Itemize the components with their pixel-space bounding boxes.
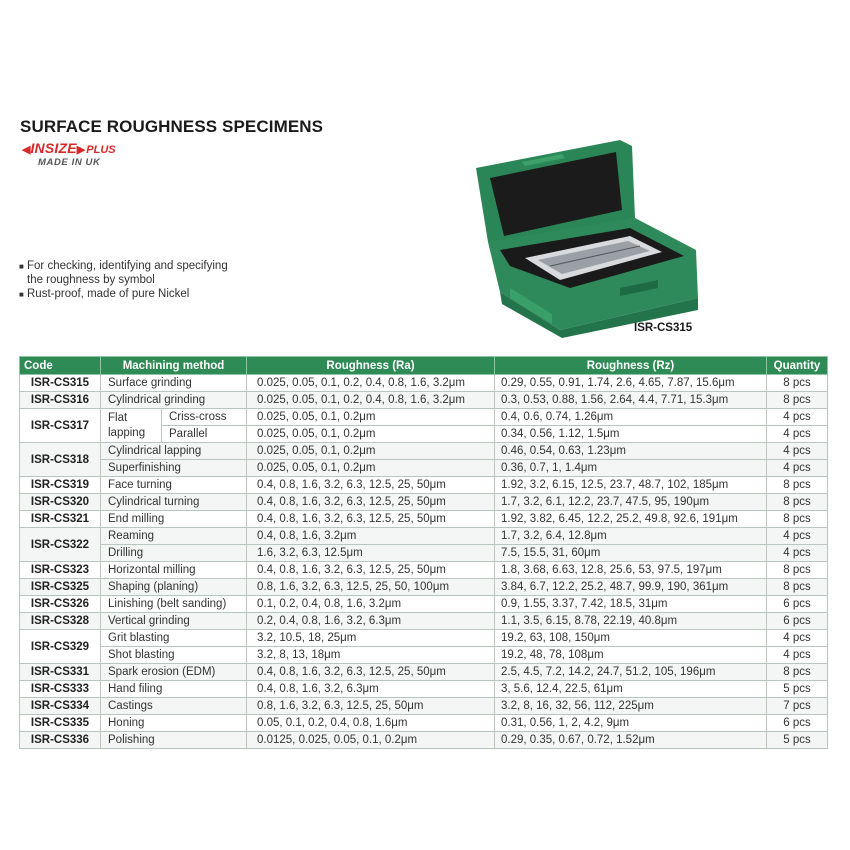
quantity-cell: 8 pcs [767,579,828,596]
feature-list [19,260,228,302]
rz-cell: 0.9, 1.55, 3.37, 7.42, 18.5, 31μm [495,596,767,613]
rz-cell: 3.2, 8, 16, 32, 56, 112, 225μm [495,698,767,715]
rz-cell: 0.3, 0.53, 0.88, 1.56, 2.64, 4.4, 7.71, 15.3μm [495,392,767,409]
rz-cell: 3.84, 6.7, 12.2, 25.2, 48.7, 99.9, 190, 361μm [495,579,767,596]
quantity-cell: 8 pcs [767,562,828,579]
table-row [20,375,828,392]
rz-cell: 0.36, 0.7, 1, 1.4μm [495,460,767,477]
ra-cell: 0.4, 0.8, 1.6, 3.2, 6.3, 12.5, 25, 50μm [247,664,495,681]
column-header-method: Machining method [101,357,247,375]
table-row [20,528,828,545]
code-cell: ISR-CS325 [20,579,101,596]
rz-cell: 0.46, 0.54, 0.63, 1.23μm [495,443,767,460]
method-cell: Vertical grinding [101,613,247,630]
table-row [20,460,828,477]
ra-cell: 0.0125, 0.025, 0.05, 0.1, 0.2μm [247,732,495,749]
table-row [20,562,828,579]
code-cell: ISR-CS315 [20,375,101,392]
method-cell: Cylindrical turning [101,494,247,511]
method-cell: Surface grinding [101,375,247,392]
method-cell: Cylindrical lapping [101,443,247,460]
bullet-icon: ■ [19,262,24,271]
code-cell: ISR-CS321 [20,511,101,528]
method-cell: Reaming [101,528,247,545]
ra-cell: 0.05, 0.1, 0.2, 0.4, 0.8, 1.6μm [247,715,495,732]
column-header-code: Code [20,357,101,375]
bullet-icon: ■ [19,289,24,299]
rz-cell: 3, 5.6, 12.4, 22.5, 61μm [495,681,767,698]
sub-method-cell: Parallel [162,426,247,443]
table-row [20,494,828,511]
code-cell: ISR-CS329 [20,630,101,664]
method-cell: Horizontal milling [101,562,247,579]
method-cell: Polishing [101,732,247,749]
table-row [20,732,828,749]
column-header-ra: Roughness (Ra) [247,357,495,375]
method-cell: Drilling [101,545,247,562]
ra-cell: 0.025, 0.05, 0.1, 0.2μm [247,443,495,460]
method-cell: Face turning [101,477,247,494]
code-cell: ISR-CS333 [20,681,101,698]
code-cell: ISR-CS320 [20,494,101,511]
sub-method-cell: Criss-cross [162,409,247,426]
code-cell: ISR-CS316 [20,392,101,409]
quantity-cell: 6 pcs [767,613,828,630]
page-title: SURFACE ROUGHNESS SPECIMENS [20,117,324,136]
table-row [20,511,828,528]
table-row [20,579,828,596]
feature-line: Rust-proof, made of pure Nickel [27,287,190,300]
code-cell: ISR-CS319 [20,477,101,494]
quantity-cell: 4 pcs [767,528,828,545]
ra-cell: 0.025, 0.05, 0.1, 0.2μm [247,426,495,443]
ra-cell: 0.025, 0.05, 0.1, 0.2, 0.4, 0.8, 1.6, 3.2μm [247,392,495,409]
rz-cell: 19.2, 48, 78, 108μm [495,647,767,664]
ra-cell: 0.4, 0.8, 1.6, 3.2, 6.3, 12.5, 25, 50μm [247,477,495,494]
code-cell: ISR-CS335 [20,715,101,732]
quantity-cell: 6 pcs [767,596,828,613]
method-cell: Grit blasting [101,630,247,647]
rz-cell: 1.7, 3.2, 6.4, 12.8μm [495,528,767,545]
code-cell: ISR-CS323 [20,562,101,579]
ra-cell: 0.025, 0.05, 0.1, 0.2, 0.4, 0.8, 1.6, 3.2μm [247,375,495,392]
rz-cell: 0.34, 0.56, 1.12, 1.5μm [495,426,767,443]
rz-cell: 19.2, 63, 108, 150μm [495,630,767,647]
ra-cell: 3.2, 8, 13, 18μm [247,647,495,664]
quantity-cell: 4 pcs [767,460,828,477]
table-row [20,596,828,613]
quantity-cell: 5 pcs [767,732,828,749]
method-cell: Shot blasting [101,647,247,664]
ra-cell: 0.4, 0.8, 1.6, 3.2, 6.3μm [247,681,495,698]
brand-suffix: PLUS [86,144,116,156]
ra-cell: 0.8, 1.6, 3.2, 6.3, 12.5, 25, 50, 100μm [247,579,495,596]
rz-cell: 1.1, 3.5, 6.15, 8.78, 22.19, 40.8μm [495,613,767,630]
ra-cell: 0.4, 0.8, 1.6, 3.2, 6.3, 12.5, 25, 50μm [247,511,495,528]
code-cell: ISR-CS334 [20,698,101,715]
code-cell: ISR-CS328 [20,613,101,630]
code-cell: ISR-CS336 [20,732,101,749]
right-arrow-icon: ▶ [76,144,86,156]
rz-cell: 7.5, 15.5, 31, 60μm [495,545,767,562]
table-row [20,715,828,732]
feature-line: For checking, identifying and specifying [27,260,228,272]
method-cell: Hand filing [101,681,247,698]
brand-logo [22,140,116,156]
ra-cell: 0.1, 0.2, 0.4, 0.8, 1.6, 3.2μm [247,596,495,613]
rz-cell: 1.92, 3.2, 6.15, 12.5, 23.7, 48.7, 102, 185μm [495,477,767,494]
quantity-cell: 8 pcs [767,375,828,392]
table-row [20,409,828,426]
table-row [20,698,828,715]
specimen-table [19,356,828,749]
brand-name: INSIZE [30,140,77,156]
product-case-image [470,138,700,338]
quantity-cell: 8 pcs [767,494,828,511]
ra-cell: 3.2, 10.5, 18, 25μm [247,630,495,647]
rz-cell: 2.5, 4.5, 7.2, 14.2, 24.7, 51.2, 105, 196μm [495,664,767,681]
code-cell: ISR-CS317 [20,409,101,443]
table-row [20,664,828,681]
product-caption: ISR-CS315 [634,322,693,334]
rz-cell: 0.31, 0.56, 1, 2, 4.2, 9μm [495,715,767,732]
quantity-cell: 7 pcs [767,698,828,715]
quantity-cell: 4 pcs [767,647,828,664]
rz-cell: 1.92, 3.82, 6.45, 12.2, 25.2, 49.8, 92.6, 191μm [495,511,767,528]
table-header-row [20,357,828,375]
table-row [20,545,828,562]
quantity-cell: 8 pcs [767,477,828,494]
ra-cell: 0.2, 0.4, 0.8, 1.6, 3.2, 6.3μm [247,613,495,630]
quantity-cell: 6 pcs [767,715,828,732]
left-arrow-icon: ◀ [22,144,31,156]
code-cell: ISR-CS318 [20,443,101,477]
method-group-cell: Flat lapping [101,409,162,443]
table-row [20,477,828,494]
code-cell: ISR-CS331 [20,664,101,681]
method-cell: Spark erosion (EDM) [101,664,247,681]
quantity-cell: 4 pcs [767,426,828,443]
ra-cell: 0.4, 0.8, 1.6, 3.2, 6.3, 12.5, 25, 50μm [247,494,495,511]
feature-line: the roughness by symbol [27,274,155,286]
method-cell: Cylindrical grinding [101,392,247,409]
ra-cell: 0.025, 0.05, 0.1, 0.2μm [247,409,495,426]
ra-cell: 1.6, 3.2, 6.3, 12.5μm [247,545,495,562]
method-cell: End milling [101,511,247,528]
quantity-cell: 8 pcs [767,392,828,409]
rz-cell: 0.4, 0.6, 0.74, 1.26μm [495,409,767,426]
ra-cell: 0.8, 1.6, 3.2, 6.3, 12.5, 25, 50μm [247,698,495,715]
method-cell: Honing [101,715,247,732]
table-row [20,443,828,460]
method-cell: Superfinishing [101,460,247,477]
method-cell: Castings [101,698,247,715]
quantity-cell: 4 pcs [767,630,828,647]
quantity-cell: 8 pcs [767,664,828,681]
ra-cell: 0.025, 0.05, 0.1, 0.2μm [247,460,495,477]
rz-cell: 1.8, 3.68, 6.63, 12.8, 25.6, 53, 97.5, 197μm [495,562,767,579]
table-row [20,613,828,630]
code-cell: ISR-CS326 [20,596,101,613]
quantity-cell: 4 pcs [767,443,828,460]
made-in-label: MADE IN UK [38,157,101,168]
column-header-quantity: Quantity [767,357,828,375]
table-row [20,681,828,698]
quantity-cell: 5 pcs [767,681,828,698]
code-cell: ISR-CS322 [20,528,101,562]
quantity-cell: 4 pcs [767,409,828,426]
quantity-cell: 8 pcs [767,511,828,528]
quantity-cell: 4 pcs [767,545,828,562]
table-row [20,630,828,647]
column-header-rz: Roughness (Rz) [495,357,767,375]
method-cell: Linishing (belt sanding) [101,596,247,613]
rz-cell: 1.7, 3.2, 6.1, 12.2, 23.7, 47.5, 95, 190μm [495,494,767,511]
rz-cell: 0.29, 0.55, 0.91, 1.74, 2.6, 4.65, 7.87, 15.6μm [495,375,767,392]
table-row [20,392,828,409]
ra-cell: 0.4, 0.8, 1.6, 3.2, 6.3, 12.5, 25, 50μm [247,562,495,579]
ra-cell: 0.4, 0.8, 1.6, 3.2μm [247,528,495,545]
rz-cell: 0.29, 0.35, 0.67, 0.72, 1.52μm [495,732,767,749]
method-cell: Shaping (planing) [101,579,247,596]
table-row [20,647,828,664]
